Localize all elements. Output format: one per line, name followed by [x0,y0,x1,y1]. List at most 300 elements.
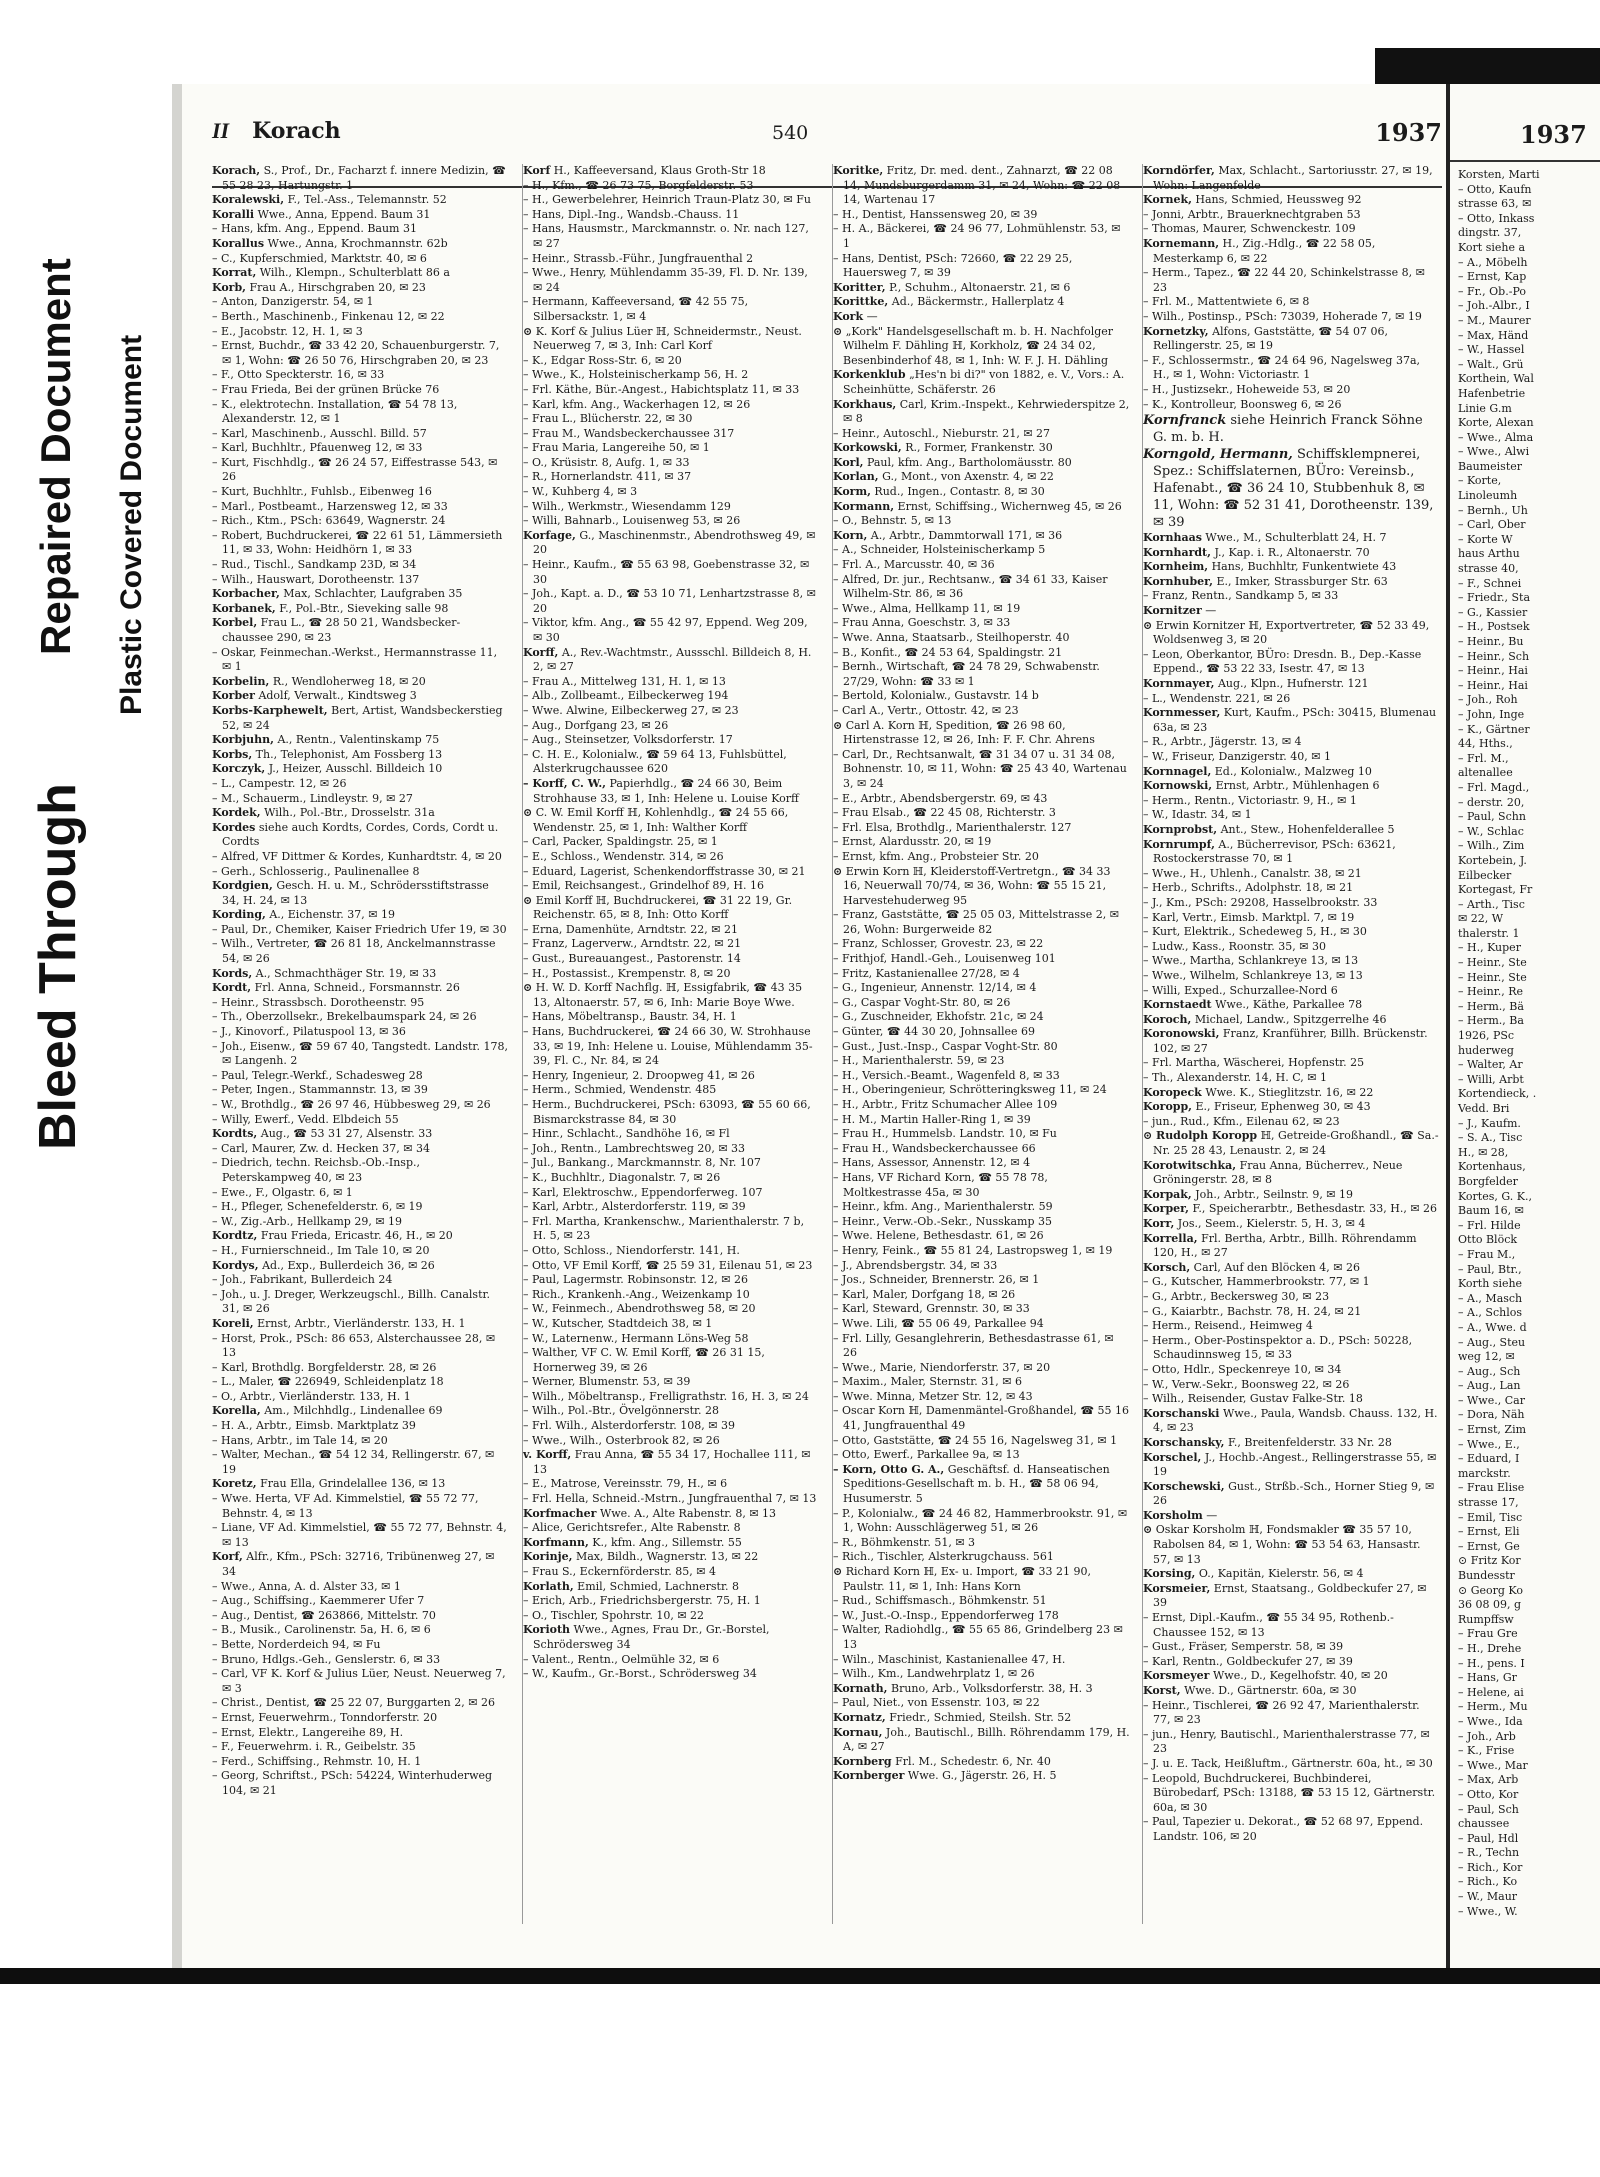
entry-details: – Carl A., Vertr., Ottostr. 42, ✉ 23 [833,703,1019,717]
entry-details: – Heinr., Tischlerei, ☎ 26 92 47, Marienthalerstr. 77, ✉ 23 [1143,1698,1420,1727]
next-page-entry: ⊙ Fritz Kor [1458,1554,1521,1568]
entry-details: F., Breitenfelderstr. 33 Nr. 28 [1227,1435,1392,1449]
directory-entry [833,427,1130,442]
entry-details: – J., Km., PSch: 29208, Hasselbrookstr. 33 [1143,895,1378,909]
directory-entry [1143,560,1440,575]
entry-details: – Wilh., Werkmstr., Wiesendamm 129 [523,499,731,513]
entry-name: Korpak, [1143,1187,1192,1201]
directory-entry [833,1040,1130,1055]
directory-entry [1143,1275,1440,1290]
directory-entry [212,792,509,807]
directory-entry [212,1098,509,1113]
next-page-entry: – Helene, ai [1458,1685,1524,1699]
entry-details: – Wwe., K., Holsteinischerkamp 56, H. 2 [523,368,749,382]
next-page-entry: – Aug., Steu [1458,1335,1526,1349]
next-page-entry: weg 12, ✉ [1458,1350,1515,1364]
directory-entry [523,470,820,485]
next-page-entry: – G., Kassier [1458,605,1528,619]
entry-details: – Kurt, Buchhltr., Fuhlsb., Eibenweg 16 [212,485,432,499]
directory-entry [523,193,820,208]
entry-name: Koralewski, [212,193,285,207]
directory-entry [833,1229,1130,1244]
next-page-entry: – F., Schnei [1458,576,1522,590]
directory-entry [212,777,509,792]
entry-details: – H., Marienthalerstr. 59, ✉ 23 [833,1054,1005,1068]
entry-details: – E., Matrose, Vereinsstr. 79, H., ✉ 6 [523,1477,728,1491]
directory-entry [523,733,820,748]
entry-details: F., Speicherarbtr., Bethesdastr. 33, H., ✉ 26 [1192,1202,1438,1216]
next-page-entry: Baum 16, ✉ [1458,1204,1524,1218]
directory-entry [212,675,509,690]
entry-details: Ernst, Arbtr., Vierländerstr. 133, H. 1 [257,1316,466,1330]
entry-name: Korkowski, [833,441,902,455]
entry-details: – Frau Frieda, Bei der grünen Brücke 76 [212,382,440,396]
entry-name: Korsmeier, [1143,1581,1211,1595]
entry-name: Kornath, [833,1681,888,1695]
entry-details: Ant., Stew., Hohenfelderallee 5 [1220,822,1395,836]
next-page-entry: – Paul, Sch [1458,1802,1519,1816]
directory-entry [523,879,820,894]
entry-name: Koritke, [833,164,884,177]
entry-details: Papierhdlg., ☎ 24 66 30, Beim Strohhause 33, ✉ 1, Inh: Helene u. Louise Korff [533,776,799,805]
entry-details: Ernst, Staatsang., Goldbeckufer 27, ✉ 39 [1153,1581,1427,1610]
entry-details: – Wwe., Wilhelm, Schlankreye 13, ✉ 13 [1143,968,1363,982]
entry-details: S., Prof., Dr., Facharzt f. innere Medizin, ☎ 55 28 23, Hartungstr. 1 [222,164,506,192]
directory-entry [523,1404,820,1419]
entry-details: – Willi, Bahnarb., Louisenweg 53, ✉ 26 [523,514,741,528]
entry-details: – O., Krüsistr. 8, Aufg. 1, ✉ 33 [523,455,690,469]
entry-name: Kornhaas [1143,531,1202,545]
entry-details: K. Korf & Julius Lüer ℍ, Schneidermstr., Neust. Neuerweg 7, ✉ 3, Inh: Carl Korf [533,324,802,353]
next-page-entry: Korth siehe [1458,1277,1523,1291]
directory-entry [833,398,1130,427]
directory-entry [1143,1611,1440,1640]
entry-details: O., Kapitän, Kielerstr. 56, ✉ 4 [1198,1567,1364,1581]
entry-details: „Hes'n bi di?" von 1882, e. V., Vors.: A. Scheinhütte, Schäferstr. 26 [843,368,1125,396]
entry-details: – H., Dentist, Hanssensweg 20, ✉ 39 [833,207,1038,221]
directory-entry [212,573,509,588]
entry-details: – Jonni, Arbtr., Brauerknechtgraben 53 [1143,207,1361,221]
entry-details: – Ludw., Kass., Roonstr. 35, ✉ 30 [1143,939,1327,953]
next-page-entry: – Paul, Btr., [1458,1262,1522,1276]
entry-details: A., Bücherrevisor, PSch: 63621, Rostockerstrasse 70, ✉ 1 [1153,837,1396,866]
directory-entry [833,646,1130,661]
directory-entry [523,1317,820,1332]
directory-entry [212,500,509,515]
entry-name: Kornatz, [833,1710,886,1724]
next-page-entry: – Wwe., Alma [1458,430,1534,444]
entry-details: Rud., Ingen., Contastr. 8, ✉ 30 [874,485,1045,499]
directory-entry [212,1448,509,1477]
entry-name: ⊙ [523,806,533,820]
entry-details: – Alfred, Dr. jur., Rechtsanw., ☎ 34 61 33, Kaiser Wilhelm-Str. 86, ✉ 36 [833,572,1108,601]
directory-entry [833,1200,1130,1215]
next-page-entry: dingstr. 37, [1458,226,1522,240]
entry-details: – Ernst, Dipl.-Kaufm., ☎ 55 34 95, Rothenb.-Chaussee 152, ✉ 13 [1143,1611,1394,1639]
entry-details: – Marl., Postbeamt., Harzensweg 12, ✉ 33 [212,499,448,513]
entry-name: Kords, [212,966,253,980]
entry-name: ⊙ [833,718,843,732]
directory-entry [523,1667,820,1682]
next-page-entry: – Wwe., W. [1458,1904,1518,1918]
directory-entry [833,1317,1130,1332]
next-page-entry: Eilbecker [1458,868,1512,882]
directory-entry [212,325,509,340]
entry-details: – G., Kaiarbtr., Bachstr. 78, H. 24, ✉ 21 [1143,1304,1362,1318]
directory-entry [1143,1684,1440,1699]
entry-details: – R., Hornerlandstr. 411, ✉ 37 [523,470,692,484]
directory-entry [1143,222,1440,237]
directory-entry [523,1507,820,1522]
entry-details: – K., elektrotechn. Installation, ☎ 54 78 13, Alexanderstr. 12, ✉ 1 [212,397,458,426]
next-page-entry: 44, Hths., [1458,737,1513,751]
entry-details: Wwe., Anna, Eppend. Baum 31 [257,207,431,221]
entry-details: – W., Verw.-Sekr., Boonsweg 22, ✉ 26 [1143,1377,1350,1391]
directory-entry [212,1419,509,1434]
entry-details: Carl, Auf den Blöcken 4, ✉ 26 [1193,1260,1360,1274]
next-page-entries [1458,168,1600,1919]
next-page-entry: – Otto, Inkass [1458,211,1535,225]
directory-entry [212,1010,509,1025]
next-page-entry: – Ernst, Zim [1458,1423,1527,1437]
directory-entry [1143,1027,1440,1056]
entry-details: – Th., Alexanderstr. 14, H. C, ✉ 1 [1143,1071,1327,1085]
directory-entry [212,806,509,821]
next-page-entry: – Frau Elise [1458,1481,1525,1495]
entry-details: – Karl, Vertr., Eimsb. Marktpl. 7, ✉ 19 [1143,910,1355,924]
next-page-entry: Korthein, Wal [1458,372,1534,386]
directory-entry [212,879,509,908]
directory-entry [1143,1261,1440,1276]
entry-details: – H., Versich.-Beamt., Wagenfeld 8, ✉ 33 [833,1068,1060,1082]
directory-entry [1143,1129,1440,1158]
directory-entry [833,1375,1130,1390]
directory-entry [523,1215,820,1244]
entry-details: Erwin Korn ℍ, Kleiderstoff-Vertretgn., ☎ 34 33 16, Neuerwall 70/74, ✉ 36, Wohn: ☎ 55 15 21, Harvestehuderweg 95 [843,864,1111,907]
directory-entry [212,164,509,193]
entry-details: – Wwe., Henry, Mühlendamm 35-39, Fl. D. Nr. 139, ✉ 24 [523,266,808,294]
directory-entry [833,1054,1130,1069]
entry-details: – Frl. Wilh., Alsterdorferstr. 108, ✉ 39 [523,1419,735,1433]
directory-entry [1143,1523,1440,1567]
next-page-entry: – Rich., Ko [1458,1875,1518,1889]
directory-entry [1143,531,1440,546]
entry-details: – B., Konfit., ☎ 24 53 64, Spaldingstr. 21 [833,645,1063,659]
entry-name: Kornetzky, [1143,324,1209,338]
entry-details: – Eduard, Lagerist, Schenkendorffstrasse 30, ✉ 21 [523,864,806,878]
next-page-entry: – Heinr., Hai [1458,678,1528,692]
entry-details: – Joh., Fabrikant, Bullerdeich 24 [212,1273,393,1287]
next-page-entry: – Friedr., Sta [1458,591,1531,605]
entry-details: – Heinr., Strassb.-Führ., Jungfrauenthal 2 [523,251,754,265]
directory-entry [1143,310,1440,325]
entry-details: Joh., Arbtr., Seilnstr. 9, ✉ 19 [1195,1187,1354,1201]
next-page-entry: – Willi, Arbt [1458,1072,1524,1086]
directory-entry [1143,546,1440,561]
entry-name: ⊙ [523,324,533,338]
entry-name: Korfage, [523,528,576,542]
entry-details: Hans, Schmied, Heussweg 92 [1195,193,1362,207]
next-page-entry: – Herm., Ba [1458,1014,1524,1028]
directory-entry [523,1521,820,1536]
entry-details: – Aug., Schiffsing., Kaemmerer Ufer 7 [212,1594,425,1608]
entry-details: – Fritz, Kastanienallee 27/28, ✉ 4 [833,966,1020,980]
entry-details: – G., Arbtr., Beckersweg 30, ✉ 23 [1143,1289,1330,1303]
directory-entry [1143,1202,1440,1217]
next-page-entry: Kortebein, J. [1458,853,1527,867]
entry-details: Hans, Buchhltr, Funkentwiete 43 [1211,560,1397,574]
entry-details: – Kurt, Fischhdlg., ☎ 26 24 57, Eiffestrasse 543, ✉ 26 [212,455,498,484]
next-page-entry: Baumeister [1458,459,1523,473]
entry-details: – Hans, Dentist, PSch: 72660, ☎ 22 29 25, Hauersweg 7, ✉ 39 [833,251,1073,280]
next-page-entry: Vedd. Bri [1458,1102,1510,1115]
entry-name: Kormann, [833,499,895,513]
entry-name: Korngold, Hermann, [1143,447,1293,463]
entry-details: – Wwe., Martha, Schlankreye 13, ✉ 13 [1143,954,1359,968]
entry-details: – Karl, Maler, Dorfgang 18, ✉ 26 [833,1287,1016,1301]
entry-details: A., Rev.-Wachtmstr., Aussschl. Billdeich 8, H. 2, ✉ 27 [533,645,812,674]
directory-entry [833,1010,1130,1025]
directory-entry [1143,1392,1440,1407]
directory-entry [212,237,509,252]
directory-entry [1143,619,1440,648]
directory-entry [833,792,1130,807]
directory-entry [523,485,820,500]
entry-details: Frau A., Hirschgraben 20, ✉ 23 [249,280,426,294]
next-page-entry: – S. A., Tisc [1458,1131,1523,1145]
entry-details: – Paul, Dr., Chemiker, Kaiser Friedrich Ufer 19, ✉ 30 [212,922,507,936]
entry-details: – Ernst, kfm. Ang., Probsteier Str. 20 [833,849,1039,863]
entry-name: ⊙ [523,981,533,995]
entry-details: – G., Ingenieur, Annenstr. 12/14, ✉ 4 [833,981,1037,995]
next-page-entry: haus Arthu [1458,547,1520,561]
directory-entry [212,1550,509,1579]
entry-details: – Karl, Arbtr., Alsterdorferstr. 119, ✉ 39 [523,1200,746,1214]
entry-details: – Paul, Telegr.-Werkf., Schadesweg 28 [212,1068,423,1082]
entry-name: Koronowski, [1143,1027,1220,1041]
directory-entry [833,529,1130,544]
directory-entry [833,1682,1130,1697]
directory-entry [1143,1100,1440,1115]
directory-entry [833,1171,1130,1200]
next-page-entry: – Wilh., Zim [1458,839,1525,853]
entry-details: – Otto, Gaststätte, ☎ 24 55 16, Nagelsweg 31, ✉ 1 [833,1433,1118,1447]
directory-entry [523,646,820,675]
entry-name: Korf [523,164,551,177]
directory-entry [523,179,820,194]
next-page-entry: – Carl, Ober [1458,518,1526,532]
directory-entry [523,1550,820,1565]
entry-details: – Paul, Tapezier u. Dekorat., ☎ 52 68 97, Eppend. Landstr. 106, ✉ 20 [1143,1815,1424,1843]
entry-details: – Oskar, Feinmechan.-Werkst., Hermannstrasse 11, ✉ 1 [212,645,498,674]
directory-entry [1143,1159,1440,1188]
entry-details: – Hans, ⅤF Richard Korn, ☎ 55 78 78, Moltkestrasse 45a, ✉ 30 [833,1170,1048,1199]
directory-entry [833,1565,1130,1594]
next-page-entry: – K., Gärtner [1458,722,1530,736]
directory-entry [523,1594,820,1609]
directory-entry [833,368,1130,397]
directory-entry [212,193,509,208]
entry-details: – Hans, Hausmstr., Marckmannstr. o. Nr. nach 127, ✉ 27 [523,222,809,250]
entry-name: Korff, [523,645,559,659]
entry-details: – H., Postassist., Krempenstr. 8, ✉ 20 [523,966,731,980]
entry-name: Koralli [212,207,255,221]
entry-name: Korbelin, [212,674,270,688]
directory-entry [833,1215,1130,1230]
directory-entry [1143,1188,1440,1203]
entry-details: Wwe. A., Alte Rabenstr. 8, ✉ 13 [599,1506,777,1520]
directory-entry [212,1477,509,1492]
entry-details: – Joh., Eisenw., ☎ 59 67 40, Tangstedt. Landstr. 178, ✉ Langenh. 2 [212,1039,508,1068]
column-4 [1142,164,1440,1924]
directory-entry [212,1273,509,1288]
entry-details: – Wilh., Vertreter, ☎ 26 81 18, Anckelmannstrasse 54, ✉ 26 [212,937,496,966]
entry-details: – Gerh., Schlosserig., Paulinenallee 8 [212,864,420,878]
entry-details: – Otto, Ewerf., Parkallee 9a, ✉ 13 [833,1448,1020,1462]
directory-entry [833,441,1130,456]
directory-entry [1143,1669,1440,1684]
entry-details: Erwin Kornitzer ℍ, Exportvertreter, ☎ 52 33 49, Woldsenweg 3, ✉ 20 [1153,618,1430,647]
next-page-entry: – Emil, Tisc [1458,1510,1523,1524]
next-page-entry: – Joh., Roh [1458,693,1518,707]
directory-page [172,84,1446,1968]
directory-entry [1143,193,1440,208]
entry-details: – F., Feuerwehrm. i. R., Geibelstr. 35 [212,1740,416,1754]
entry-details: – Th., Oberzollsekr., Brekelbaumspark 24, ✉ 26 [212,1010,477,1024]
entry-details: – Rud., Schiffsmasch., Böhmkenstr. 51 [833,1594,1047,1608]
entry-details: – Christ., Dentist, ☎ 25 22 07, Burggarten 2, ✉ 26 [212,1696,495,1710]
directory-entry [523,865,820,880]
entry-name: ⊙ [1143,1523,1153,1537]
entry-details: – J., Kinovorf., Pilatuspool 13, ✉ 36 [212,1025,406,1039]
entry-details: Frau Anna, Bücherrev., Neue Gröningerstr. 28, ✉ 8 [1153,1158,1403,1187]
directory-entry [1143,398,1440,413]
next-page-entry: – Arth., Tisc [1458,897,1525,911]
directory-entry [212,981,509,996]
next-page-fragment [1450,84,1600,1968]
directory-entry [523,1288,820,1303]
next-page-entry: – A., Möbelh [1458,255,1528,269]
entry-details: – Henry, Feink., ☎ 55 81 24, Lastropsweg 1, ✉ 19 [833,1243,1113,1257]
entry-details: – C., Kupferschmied, Marktstr. 40, ✉ 6 [212,251,427,265]
entry-name: Kornek, [1143,193,1192,207]
directory-entry [833,1696,1130,1711]
entry-details: Kurt, Kaufm., PSch: 30415, Blumenau 63a, ✉ 23 [1153,706,1437,734]
directory-entry [523,295,820,324]
next-page-entry: Korte, Alexan [1458,416,1534,430]
directory-entry [212,558,509,573]
directory-entry [1143,765,1440,780]
entry-name: Korbacher, [212,587,280,601]
entry-details: – W., Friseur, Danzigerstr. 40, ✉ 1 [1143,750,1331,763]
directory-entry [212,1186,509,1201]
entry-name: Kornberger [833,1769,905,1783]
next-page-entry: – Herm., Mu [1458,1700,1528,1714]
entry-details: – Kurt, Elektrik., Schedeweg 5, H., ✉ 30 [1143,925,1367,939]
entry-name: Kordek, [212,806,261,820]
directory-entry [833,1463,1130,1507]
entry-details: – Frau H., Hummelsb. Landstr. 10, ✉ Fu [833,1127,1057,1141]
directory-entry [212,1711,509,1726]
entry-details: E., Friseur, Ephenweg 30, ✉ 43 [1195,1100,1371,1114]
directory-entry [523,1200,820,1215]
directory-entry [833,850,1130,865]
directory-entry [212,1200,509,1215]
entry-details: Frl. Bertha, Arbtr., Billh. Röhrendamm 120, H., ✉ 27 [1153,1231,1417,1260]
directory-entry [212,441,509,456]
directory-entry [212,1288,509,1317]
entry-name: Korber [212,689,255,703]
entry-details: – Hans, Möbeltransp., Baustr. 34, H. 1 [523,1010,737,1024]
entry-details: R., Former, Frankenstr. 30 [905,441,1053,455]
directory-entry [833,1726,1130,1755]
directory-entry [833,704,1130,719]
directory-entry [523,967,820,982]
entry-details: – H., Gewerbelehrer, Heinrich Traun-Platz 30, ✉ Fu [523,193,811,207]
entry-details: – J., Abrendsbergstr. 34, ✉ 33 [833,1258,998,1272]
directory-entry [1143,1772,1440,1816]
entry-name: Korlan, [833,470,879,484]
entry-details: – G., Kutscher, Hammerbrookstr. 77, ✉ 1 [1143,1275,1370,1289]
entry-details: – K., Edgar Ross-Str. 6, ✉ 20 [523,353,682,367]
next-page-entry: – Ernst, Ge [1458,1539,1520,1553]
entry-details: – Rud., Tischl., Sandkamp 23D, ✉ 34 [212,558,417,572]
directory-entry [523,835,820,850]
directory-entry [212,368,509,383]
directory-entry [833,1594,1130,1609]
directory-entry [212,748,509,763]
directory-entry [833,1711,1130,1726]
entry-details: – Herm., Reisend., Heimweg 4 [1143,1319,1313,1333]
entry-details: – Valent., Rentn., Oelmühle 32, ✉ 6 [523,1652,720,1666]
directory-entry [212,616,509,645]
directory-entry [1143,446,1440,531]
page-number: 540 [772,122,809,144]
entry-details: – H., Justizsekr., Hoheweide 53, ✉ 20 [1143,382,1351,396]
entry-details: Wwe. D., Gärtnerstr. 60a, ✉ 30 [1184,1684,1357,1697]
entry-details: – H. M., Martin Haller-Ring 1, ✉ 39 [833,1112,1031,1126]
directory-entry [833,1623,1130,1652]
directory-entry [833,967,1130,982]
directory-entry [833,996,1130,1011]
directory-entry [212,762,509,777]
entry-details: C. W. Emil Korff ℍ, Kohlenhdlg., ☎ 24 55 66, Wendenstr. 25, ✉ 1, Inh: Walther Korff [533,806,789,834]
entry-details: – B., Musik., Carolinenstr. 5a, H. 6, ✉ 6 [212,1623,431,1637]
directory-entry [212,908,509,923]
directory-entry [212,1259,509,1274]
entry-details: – Wwe. Minna, Metzer Str. 12, ✉ 43 [833,1389,1033,1403]
entry-details: – Hans, Buchdruckerei, ☎ 24 66 30, W. Strohhause 33, ✉ 19, Inh: Helene u. Louise, Mühlendamm 35-39, Fl. C., Nr. 84, ✉ 24 [523,1025,813,1068]
next-page-entry: – Heinr., Sch [1458,649,1530,663]
entry-details: P., Schuhm., Altonaerstr. 21, ✉ 6 [889,280,1071,294]
next-page-entry: – Frl. M., [1458,751,1509,765]
directory-entry [1143,1757,1440,1772]
entry-details: – Wwe., Wilh., Osterbrook 82, ✉ 26 [523,1433,720,1447]
directory-entry [523,1142,820,1157]
directory-entry [833,981,1130,996]
next-page-entry: strasse 40, [1458,562,1519,576]
entry-details: – Alb., Zollbeamt., Eilbeckerweg 194 [523,689,729,703]
entry-details: – Joh., Rentn., Lambrechtsweg 20, ✉ 33 [523,1141,746,1155]
entry-details: Aug., Klpn., Hufnerstr. 121 [1217,677,1369,691]
entry-details: Emil Korff ℍ, Buchdruckerei, ☎ 31 22 19, Gr. Reichenstr. 65, ✉ 8, Inh: Otto Korff [533,893,793,922]
entry-details: – Hans, Dipl.-Ing., Wandsb.-Chauss. 11 [523,207,740,221]
entry-details: A., Arbtr., Dammtorwall 171, ✉ 36 [870,528,1063,542]
entry-details: – Wwe. Helene, Bethesdastr. 61, ✉ 26 [833,1229,1044,1243]
directory-entry [212,427,509,442]
entry-details: – Carl, Maurer, Zw. d. Hecken 37, ✉ 34 [212,1141,430,1155]
directory-entry [523,1010,820,1025]
